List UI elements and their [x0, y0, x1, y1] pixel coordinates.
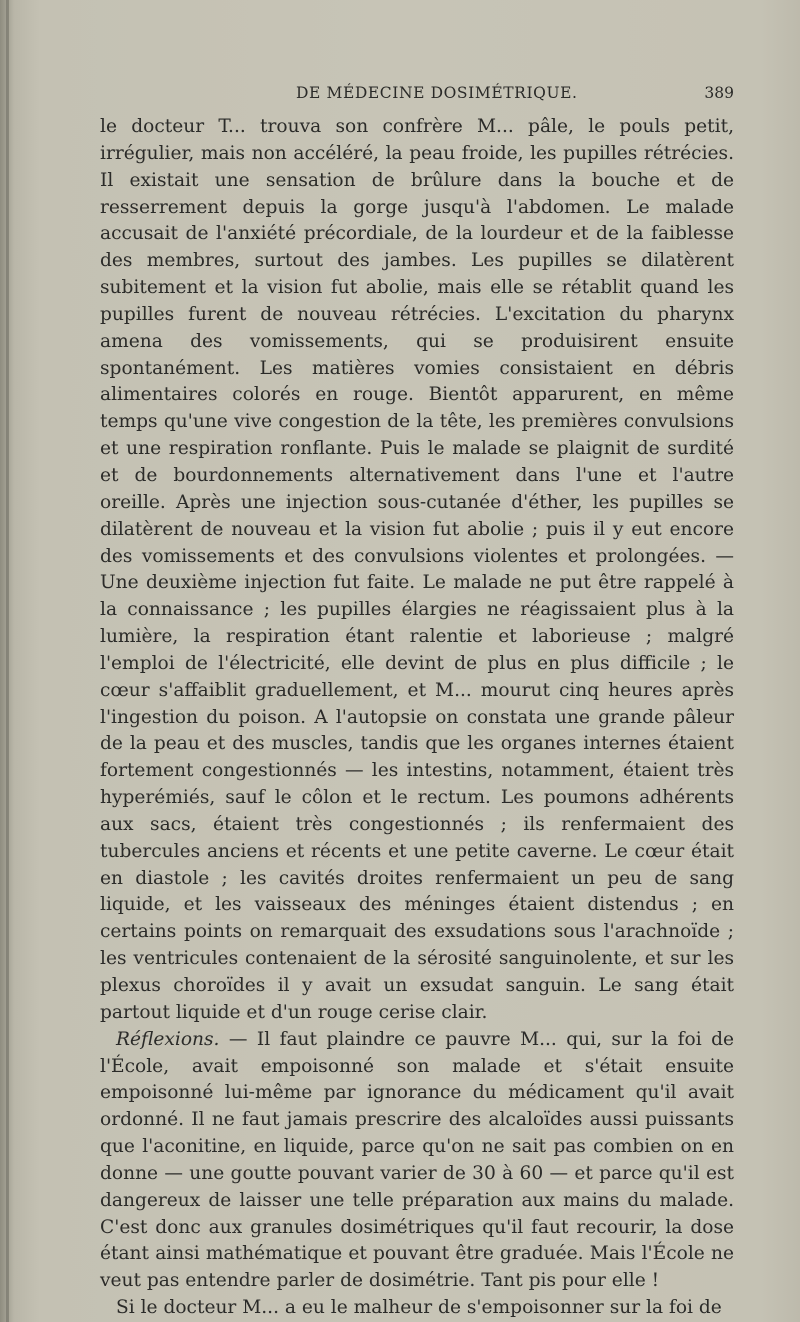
paragraph-autopsy-report: le docteur T... trouva son confrère M... pâle, le pouls petit, irrégulier, mais non accéléré, la peau froide, les pupilles rétrécies. Il existait une sensation de brûlure dans la bouche et de resserrement depuis la gorge jusqu'à l'abdomen. Le malade accusait de l'anxiété précordiale, de la lourdeur et de la faiblesse des membres, surtout des jambes. Les pupilles se dilatèrent subitement et la vision fut abolie, mais elle se rétablit quand les pupilles furent de nouveau rétrécies. L'excitation du pharynx amena des vomissements, qui se produisirent ensuite spontanément. Les matières vomies consistaient en débris alimentaires colorés en rouge. Bientôt apparurent, en même temps qu'une vive congestion de la tête, les premières convulsions et une respiration ronflante. Puis le malade se plaignit de surdité et de bourdonnements alternativement dans l'une et l'autre oreille. Après une injection sous-cutanée d'éther, les pupilles se dilatèrent de nouveau et la vision fut abolie ; puis il y eut encore des vomissements et des convulsions violentes et prolongées. — Une deuxième injection fut faite. Le malade ne put être rappelé à la connaissance ; les pupilles élargies ne réagissaient plus à la lumière, la respiration étant ralentie et laborieuse ; malgré l'emploi de l'électricité, elle devint de plus en plus difficile ; le cœur s'affaiblit graduellement, et M... mourut cinq heures après l'ingestion du poison. A l'autopsie on constata une grande pâleur de la peau et des muscles, tandis que les organes internes étaient fortement congestionnés — les intestins, notamment, étaient très hyperémiés, sauf le côlon et le rectum. Les poumons adhérents aux sacs, étaient très congestionnés ; ils renfermaient des tubercules anciens et récents et une petite caverne. Le cœur était en diastole ; les cavités droites renfermaient un peu de sang liquide, et les vaisseaux des méninges étaient distendus ; en certains points on remarquait des exsudations sous l'arachnoïde ; les ventricules contenaient de la sérosité sanguinolente, et sur les plexus choroïdes il y avait un exsudat sanguin. Le sang était partout liquide et d'un rouge cerise clair. — [100, 116, 734, 1023]
running-header-title: DE MÉDECINE DOSIMÉTRIQUE. — [296, 84, 578, 102]
reflexions-text: — Il faut plaindre ce pauvre M... qui, sur la foi de l'École, avait empoisonné son malade et s'était ensuite empoisonné lui-même par ignorance du médicament qu'il avait ordonné. Il ne faut jamais prescrire des alcaloïdes aussi puissants que l'aconitine, en liquide, parce qu'on ne sait pas combien on en donne — une goutte pouvant varier de 30 à 60 — et parce qu'il est dangereux de laisser une telle préparation aux mains du malade. C'est donc aux granules dosimétriques qu'il faut recourir, la dose étant ainsi mathématique et pouvant être graduée. Mais l'École ne veut pas entendre parler de dosimétrie. Tant pis pour elle ! — [100, 1028, 734, 1292]
page-number: 389 — [704, 84, 734, 102]
paragraph-reflexions — [100, 1027, 734, 1295]
body-text — [100, 114, 734, 1322]
page-spine-shadow — [6, 0, 9, 1322]
running-header — [100, 84, 734, 108]
paragraph-closing: Si le docteur M... a eu le malheur de s'empoisonner sur la foi de — [116, 1297, 722, 1319]
reflexions-label: Réflexions. — [116, 1028, 220, 1050]
